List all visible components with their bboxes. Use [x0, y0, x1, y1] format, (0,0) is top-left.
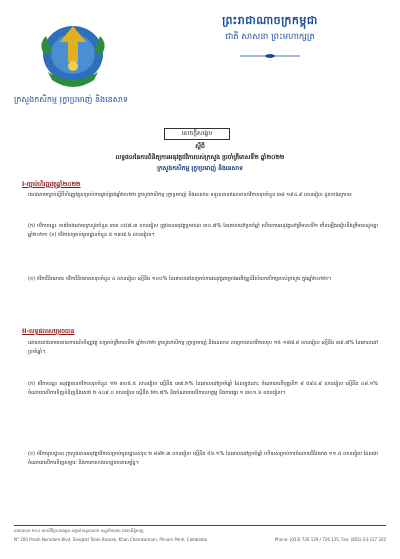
title-about: ស្តីពី: [195, 143, 205, 150]
footer-address-english: N° 200 Preah Norodom Blvd, Sangkat Tonle Bassak, Khan Chamkarmon, Phnom Penh, Cambodia: [14, 537, 208, 542]
letterhead: [170, 14, 370, 63]
ministry-name: ក្រសួងកសិកម្ម រុក្ខាប្រមាញ់ និងនេសាទ: [14, 95, 128, 104]
section-1-paragraph-2: (ក) ថវិកាចរន្ត៖ ចាត់ចែងដោយក្រសួងចំនួន ៣៣ ០៥៧.៣ លានរៀល ត្រូវបានអនុវត្តប្រមាណ ៣០.៧% នៃគោលដៅប្រចាំឆ្នាំ ហើយការអនុវត្តនៅត្រីមាសទី២ កើនឡើងធៀបនឹងត្រីមាសដូចគ្នាឆ្នាំ២០២១ (ខ) ថវិកាសម្រាប់មូលដ្ឋានចំនួន ៥ ១៣៧.៦ លានរៀល។: [28, 223, 378, 239]
section-2-paragraph-1: ដោយយោងតាមរបាយការណ៍ហិរញ្ញវត្ថុ សម្រាប់ត្រីមាសទី២ ឆ្នាំ២០២២ ក្រសួងកសិកម្ម រុក្ខាប្រមាញ់ និងនេសាទ សម្រេចបានថវិកាសរុប ១៥ ១៨៧.៨ លានរៀល ស្មើនឹង ៣៩.៧% នៃគោលដៅប្រចាំឆ្នាំ។: [28, 340, 378, 356]
kingdom-title: ព្រះរាជាណាចក្រកម្ពុជា: [222, 14, 318, 27]
royal-emblem-icon: [30, 14, 116, 92]
section-2-paragraph-2: (ក) ថវិកាចរន្ត៖ អនុវត្តបានថវិកាសរុបចំនួន ១២ ៣០៥.៥ លានរៀល ស្មើនឹង ៣៧.២% នៃគោលដៅប្រចាំឆ្នាំ ដែលក្នុងនោះ ចំណាយលើបុគ្គលិក ៨ ៥៩៤.៩ លានរៀល ស្មើនឹង ៤៨.១% ចំណាយលើការទិញទំនិញនិងសេវា ២ ៤០៩.០ លានរៀល ស្មើនឹង ២២.៧% និងចំណាយលើការឧបត្ថម្ភ និងការផ្ទេរ ១ ៣០១.៦ លានរៀល។: [28, 381, 378, 397]
section-1-paragraph-3: (ខ) ថវិកាវិនិយោគ៖ ថវិកាវិនិយោគសរុបចំនួន ៤ លានរៀល ស្មើនឹង ១០០% នៃគោលដៅសម្រាប់ការអនុវត្តគម្រោងអភិវឌ្ឍន៍វិស័យកសិកម្មរបស់ក្រសួង ក្នុងឆ្នាំ២០២២។: [28, 276, 332, 282]
section-2-paragraph-3: (ខ) ថវិកាមូលដ្ឋាន៖ ក្រសួងបានអនុវត្តថវិកាសម្រាប់មូលដ្ឋានសរុប ២ ៨៨២.៣ លានរៀល ស្មើនឹង ៥៦.១% នៃគោលដៅប្រចាំឆ្នាំ ហើយសម្រាប់ការចំណាយវិនិយោគ ១១.៥ លានរៀល ដែលជាចំណាយលើការទិញសម្ភារៈ និងការកសាងហេដ្ឋារចនាសម្ព័ន្ធ។: [28, 451, 378, 467]
document-kind-box: សេចក្តីសង្ខេប: [164, 128, 230, 140]
title-ministry-line: ក្រសួងកសិកម្ម រុក្ខាប្រមាញ់ និងនេសាទ: [157, 165, 243, 172]
document-subject: លទ្ធផលនៃការពិនិត្យការអនុវត្តថវិការបស់ក្រសួង ប្រចាំត្រីមាសទី២ ឆ្នាំ២០២២: [115, 154, 285, 161]
ornament-divider-icon: [240, 53, 300, 59]
footer-address-khmer: អាគារលេខ ២០០ មហាវិថីព្រះនរោត្តម សង្កាត់ទន្លេបាសាក់ ខណ្ឌចំការមន រាជធានីភ្នំពេញ: [14, 528, 144, 533]
section-1-paragraph-1: យោងតាមច្បាប់ស្តីពីហិរញ្ញវត្ថុសម្រាប់ការគ្រប់គ្រងឆ្នាំ២០២២ ក្រសួងកសិកម្ម រុក្ខាប្រមាញ់ និងនេសាទ ទទួលបានឥណទានថវិកាសរុបចំនួន ៣៨ ១៩៤.៩ លានរៀល ដូចខាងក្រោម៖: [28, 192, 352, 198]
section-heading-1: I-ច្បាប់ហិរញ្ញវត្ថុឆ្នាំ២០២២: [22, 181, 81, 188]
national-motto: ជាតិ សាសនា ព្រះមហាក្សត្រ: [225, 32, 315, 42]
footer-phone: Phone: (023) 726 129 / 726 125, Fax: (855)-23-217 320: [274, 537, 386, 542]
footer-contact: [14, 537, 386, 542]
section-heading-2: II-លទ្ធផលសម្រេចបាន: [22, 328, 75, 335]
footer-divider: [14, 525, 386, 526]
